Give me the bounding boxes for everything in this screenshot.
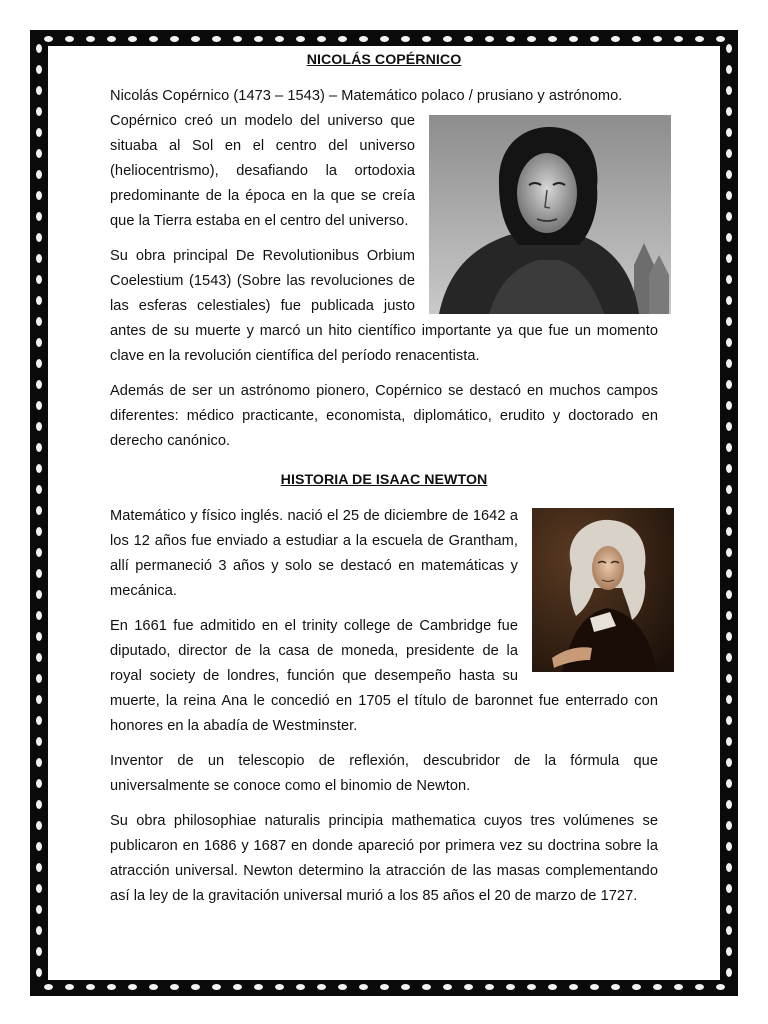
border-dot <box>86 984 95 990</box>
copernico-paragraph-1: Copérnico creó un modelo del universo que situaba al Sol en el centro del universo (heliocentrismo), desafiando la ortodoxia predominante de la época en la que se creía que la Tierra estaba en el centro del universo. <box>110 113 415 229</box>
border-dot <box>191 984 200 990</box>
border-dot <box>338 36 347 42</box>
border-dot <box>726 65 732 74</box>
border-dot <box>726 254 732 263</box>
newton-paragraph-2: En 1661 fue admitido en el trinity college de Cambridge fue diputado, director de la casa de moneda, presidente de la royal society de londres, función que desempeño hasta su muerte, la reina Ana le concedió en 1705 el título de baronnet fue enterrado con honores en la abadía de Westminster. <box>110 618 658 734</box>
border-dot <box>36 212 42 221</box>
border-dot <box>653 984 662 990</box>
border-dot <box>149 984 158 990</box>
border-dot <box>695 36 704 42</box>
border-dot <box>107 36 116 42</box>
border-dot <box>275 36 284 42</box>
newton-portrait-image <box>532 508 674 672</box>
border-dot <box>422 36 431 42</box>
border-dot <box>726 695 732 704</box>
border-dot <box>726 485 732 494</box>
border-dot <box>36 338 42 347</box>
border-dot <box>716 36 725 42</box>
border-dot <box>36 485 42 494</box>
copernicus-portrait-image <box>429 115 671 314</box>
border-dot <box>36 821 42 830</box>
border-dot <box>170 36 179 42</box>
border-dot <box>726 296 732 305</box>
border-dot <box>44 36 53 42</box>
border-dot <box>548 984 557 990</box>
border-dot <box>212 984 221 990</box>
border-dot <box>36 128 42 137</box>
border-dot <box>36 947 42 956</box>
border-dot <box>726 380 732 389</box>
border-dot <box>36 695 42 704</box>
border-dot <box>726 107 732 116</box>
border-dot <box>254 36 263 42</box>
border-dot <box>36 296 42 305</box>
border-dot <box>36 884 42 893</box>
border-dot <box>726 779 732 788</box>
section-title-copernico: NICOLÁS COPÉRNICO <box>306 52 462 68</box>
border-dot <box>726 674 732 683</box>
border-dot <box>716 984 725 990</box>
border-dot <box>726 149 732 158</box>
border-dot <box>527 984 536 990</box>
border-dot <box>674 984 683 990</box>
border-dot <box>36 86 42 95</box>
newton-paragraph-3: Inventor de un telescopio de reflexión, descubridor de la fórmula que universalmente se conoce como el binomio de Newton. <box>110 753 658 794</box>
border-dot <box>443 36 452 42</box>
border-dot <box>296 984 305 990</box>
border-dot <box>36 317 42 326</box>
border-dot <box>726 611 732 620</box>
border-dot <box>632 984 641 990</box>
border-dot <box>128 984 137 990</box>
border-dot <box>36 191 42 200</box>
border-dot <box>359 36 368 42</box>
border-dot <box>36 254 42 263</box>
border-dot <box>317 36 326 42</box>
border-dot <box>569 36 578 42</box>
border-dot <box>86 36 95 42</box>
border-dot <box>128 36 137 42</box>
border-dot <box>149 36 158 42</box>
border-dot <box>726 191 732 200</box>
border-dot <box>726 233 732 242</box>
border-dot <box>726 758 732 767</box>
border-dot <box>726 86 732 95</box>
border-dot <box>695 984 704 990</box>
border-dot <box>726 632 732 641</box>
border-dot <box>254 984 263 990</box>
border-dot <box>726 968 732 977</box>
section-title-newton: HISTORIA DE ISAAC NEWTON <box>280 472 488 488</box>
border-dot <box>726 170 732 179</box>
border-dot <box>36 968 42 977</box>
border-dot <box>726 737 732 746</box>
border-dot <box>380 984 389 990</box>
border-dot <box>726 590 732 599</box>
copernico-intro-line: Nicolás Copérnico (1473 – 1543) – Matemático polaco / prusiano y astrónomo. <box>110 88 623 104</box>
border-dot <box>36 443 42 452</box>
border-dot <box>726 338 732 347</box>
border-dot <box>36 149 42 158</box>
border-dot <box>569 984 578 990</box>
border-dot <box>170 984 179 990</box>
border-dot <box>726 842 732 851</box>
border-dot <box>36 170 42 179</box>
border-dot <box>726 569 732 578</box>
border-dot <box>107 984 116 990</box>
newton-paragraph-4: Su obra philosophiae naturalis principia mathematica cuyos tres volúmenes se publicaron en 1686 y 1687 en donde apareció por primera vez su doctrina sobre la atracción universal. Newton determino la atracción de las masas complementando así la ley de la gravitación universal murió a los 85 años el 20 de marzo de 1727. <box>110 813 658 904</box>
border-dot <box>506 984 515 990</box>
border-dot <box>36 716 42 725</box>
border-dot <box>632 36 641 42</box>
border-dot <box>359 984 368 990</box>
border-dot <box>36 611 42 620</box>
border-dot <box>212 36 221 42</box>
border-dot <box>36 44 42 53</box>
border-dot <box>36 380 42 389</box>
border-dot <box>233 984 242 990</box>
border-dot <box>36 569 42 578</box>
copernico-paragraph-2: Su obra principal De Revolutionibus Orbium Coelestium (1543) (Sobre las revoluciones de las esferas celestiales) fue publicada justo antes de su muerte y marcó un hito científico importante ya que fue un momento clave en la revolución científica del período renacentista. <box>110 248 658 364</box>
border-dot <box>726 506 732 515</box>
border-dot <box>380 36 389 42</box>
border-dot <box>36 401 42 410</box>
border-dot <box>726 947 732 956</box>
border-dot <box>401 36 410 42</box>
border-dot <box>726 44 732 53</box>
border-dot <box>485 36 494 42</box>
border-dot <box>36 863 42 872</box>
border-dot <box>36 359 42 368</box>
border-dot <box>464 36 473 42</box>
border-dot <box>401 984 410 990</box>
border-dot <box>653 36 662 42</box>
border-dot <box>726 653 732 662</box>
border-dot <box>275 984 284 990</box>
border-dot <box>726 716 732 725</box>
border-dot <box>726 884 732 893</box>
copernico-paragraph-3: Además de ser un astrónomo pionero, Copérnico se destacó en muchos campos diferentes: médico practicante, economista, diplomático, erudito y doctorado en derecho canónico. <box>110 383 658 449</box>
border-dot <box>36 527 42 536</box>
border-dot <box>317 984 326 990</box>
border-dot <box>527 36 536 42</box>
border-dot <box>36 233 42 242</box>
border-dot <box>233 36 242 42</box>
border-dot <box>464 984 473 990</box>
border-dot <box>36 779 42 788</box>
border-dot <box>726 212 732 221</box>
border-dot <box>485 984 494 990</box>
border-dot <box>590 36 599 42</box>
border-dot <box>36 506 42 515</box>
border-dot <box>726 527 732 536</box>
border-dot <box>36 590 42 599</box>
border-dot <box>36 737 42 746</box>
border-dot <box>36 674 42 683</box>
border-dot <box>36 275 42 284</box>
border-dot <box>36 800 42 809</box>
border-dot <box>36 107 42 116</box>
border-dot <box>726 317 732 326</box>
border-dot <box>674 36 683 42</box>
border-dot <box>36 653 42 662</box>
border-dot <box>611 984 620 990</box>
border-dot <box>590 984 599 990</box>
border-dot <box>443 984 452 990</box>
border-dot <box>36 758 42 767</box>
document-body <box>110 48 658 919</box>
border-dot <box>36 548 42 557</box>
border-dot <box>611 36 620 42</box>
border-dot <box>726 905 732 914</box>
border-dot <box>726 422 732 431</box>
border-dot <box>36 632 42 641</box>
border-dot <box>36 65 42 74</box>
border-dot <box>726 821 732 830</box>
border-dot <box>338 984 347 990</box>
border-dot <box>65 984 74 990</box>
border-dot <box>44 984 53 990</box>
border-dot <box>548 36 557 42</box>
border-dot <box>726 128 732 137</box>
border-dot <box>65 36 74 42</box>
border-dot <box>726 863 732 872</box>
border-dot <box>422 984 431 990</box>
border-dot <box>36 905 42 914</box>
border-dot <box>36 464 42 473</box>
border-dot <box>726 443 732 452</box>
border-dot <box>726 275 732 284</box>
border-dot <box>726 800 732 809</box>
border-dot <box>726 548 732 557</box>
border-dot <box>726 464 732 473</box>
border-dot <box>726 401 732 410</box>
border-dot <box>726 359 732 368</box>
border-dot <box>36 842 42 851</box>
border-dot <box>506 36 515 42</box>
border-dot <box>191 36 200 42</box>
border-dot <box>36 926 42 935</box>
border-dot <box>726 926 732 935</box>
border-dot <box>36 422 42 431</box>
newton-paragraph-1: Matemático y físico inglés. nació el 25 de diciembre de 1642 a los 12 años fue enviado a estudiar a la escuela de Grantham, allí permaneció 3 años y solo se destacó en matemáticas y mecánica. <box>110 508 518 599</box>
border-dot <box>296 36 305 42</box>
